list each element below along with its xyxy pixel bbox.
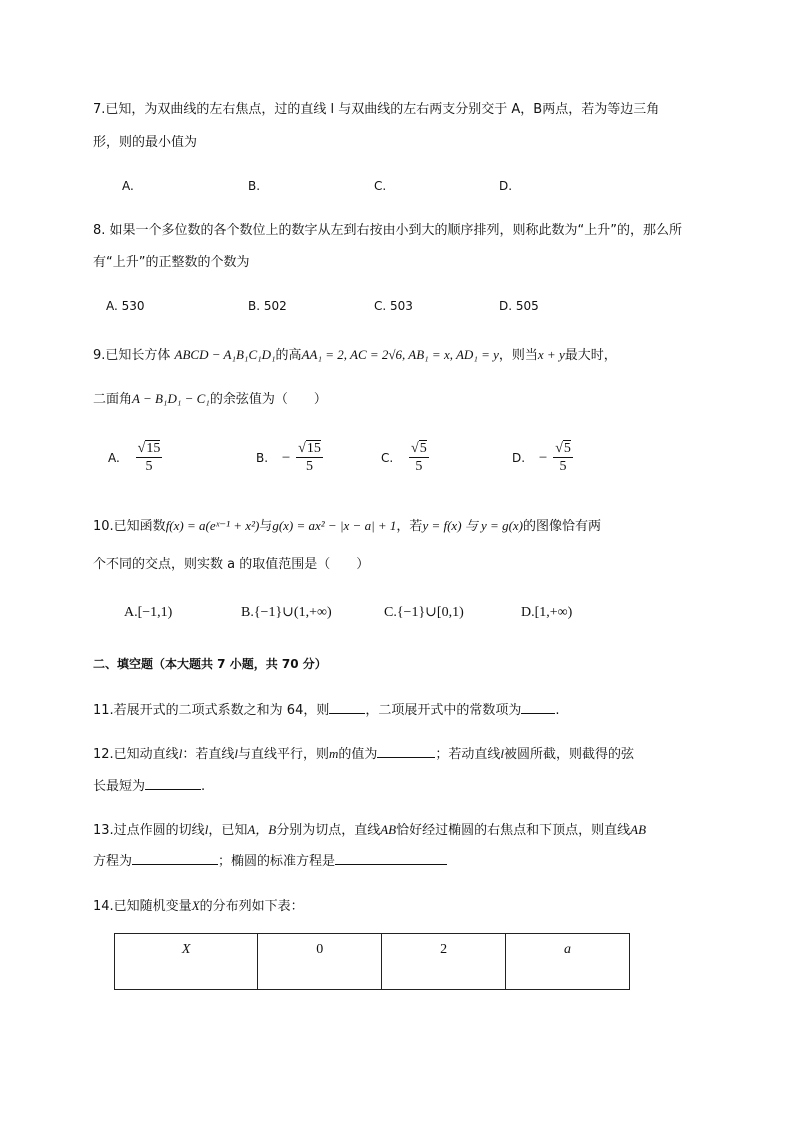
- q9-option-a-radicand: 15: [146, 441, 161, 456]
- q11-text-b: ，二项展开式中的常数项为: [365, 703, 522, 718]
- table-cell-X: X: [115, 934, 258, 990]
- q12-m: m: [328, 746, 339, 761]
- q9-option-d-label: D.: [512, 450, 526, 465]
- q9-option-d-radicand: 5: [563, 441, 571, 456]
- q10-f-definition: f(x) = a(eˣ⁻¹ + x²): [165, 518, 260, 533]
- q11-text-a: 11.若展开式的二项式系数之和为 64，则: [93, 703, 330, 718]
- q8-line1: 8. 如果一个多位数的各个数位上的数字从左到右按由小到大的顺序排列，则称此数为“上升”的，那么所: [93, 223, 683, 238]
- q13-text-d: 恰好经过椭圆的右焦点和下顶点，则直线: [396, 823, 631, 838]
- q9-option-d-sign: −: [538, 449, 548, 466]
- q12-text-a: 12.已知动直线: [93, 747, 179, 762]
- q11-blank-1[interactable]: [329, 699, 365, 714]
- q7-option-b: B.: [248, 179, 261, 193]
- q14-text-a: 14.已知随机变量: [93, 899, 192, 914]
- q9-line2-end: 的余弦值为（ ）: [209, 392, 327, 407]
- q12-l-2: l: [234, 746, 238, 761]
- table-cell-2: 2: [382, 934, 506, 990]
- q9-option-b: [256, 440, 323, 475]
- q9-line2-prefix: 二面角: [93, 392, 133, 407]
- q10-prefix: 10.已知函数: [93, 519, 166, 534]
- q10-g-definition: g(x) = ax² − |x − a| + 1: [272, 518, 397, 533]
- q10-line1: [93, 516, 601, 537]
- q9-option-a: [108, 440, 162, 475]
- q14-line: [93, 896, 304, 917]
- q12-text-d: 的值为: [338, 747, 378, 762]
- q10-option-c: C.{−1}∪[0,1): [384, 605, 464, 620]
- table-cell-0: 0: [258, 934, 382, 990]
- q9-option-b-label: B.: [256, 450, 269, 465]
- q12-line1: [93, 743, 634, 765]
- q9-option-b-den: 5: [296, 457, 323, 475]
- q7-line1: 7.已知，为双曲线的左右焦点，过的直线 l 与双曲线的左右两支分别交于 A，B两点，若为等边三角: [93, 102, 660, 117]
- q7-option-a: A.: [122, 179, 134, 193]
- q9-option-a-fraction: $\frac{√15}{5}$: [137, 441, 161, 474]
- q9-end: 最大时，: [564, 348, 617, 363]
- q9-option-b-sign: −: [281, 449, 291, 466]
- q12-text-e: ；若动直线: [435, 747, 501, 762]
- q12-l-3: l: [500, 746, 505, 761]
- q12-text-b: ：若直线: [182, 747, 235, 762]
- q7-line2: 形，则的最小值为: [93, 135, 198, 150]
- q13-text-c: 分别为切点，直线: [276, 823, 381, 838]
- q9-solid: ABCD − A₁B₁C₁D₁: [174, 347, 276, 362]
- q12-line2-end: .: [201, 779, 206, 794]
- q9-line2: [93, 389, 327, 410]
- table-cell-a: a: [506, 934, 630, 990]
- q9-option-a-label: A.: [108, 450, 120, 465]
- q10-graphs: y = f(x) 与 y = g(x): [422, 518, 523, 533]
- q8-option-a: A. 530: [106, 299, 145, 313]
- q9-option-c-radicand: 5: [419, 441, 427, 456]
- q10-mid: ，若: [396, 519, 423, 534]
- q9-option-b-radicand: 15: [306, 441, 321, 456]
- q13-line2-b: ；椭圆的标准方程是: [218, 854, 336, 869]
- q13-points: A，B: [247, 822, 277, 837]
- q7-option-d: D.: [499, 179, 513, 193]
- q10-and: 与: [259, 519, 273, 534]
- q10-option-d: D.[1,+∞): [521, 605, 573, 620]
- q13-text-a: 13.过点作圆的切线: [93, 823, 205, 838]
- q9-option-d: [512, 440, 573, 475]
- q14-X: X: [191, 898, 200, 913]
- q13-line2-a: 方程为: [93, 854, 133, 869]
- q8-option-c: C. 503: [374, 299, 413, 313]
- q12-text-f: 被圆所截，则截得的弦: [504, 747, 635, 762]
- q9-mid: 的高: [275, 348, 302, 363]
- q9-option-c: [381, 440, 429, 475]
- q10-line2: 个不同的交点，则实数 a 的取值范围是（ ）: [93, 557, 370, 572]
- q9-option-d-den: 5: [553, 457, 573, 475]
- q12-blank-1[interactable]: [377, 743, 435, 758]
- q11-blank-2[interactable]: [521, 699, 555, 714]
- q13-blank-1[interactable]: [132, 850, 218, 865]
- q9-option-d-fraction: $\frac{√5}{5}$: [555, 441, 571, 474]
- q13-text-b: ，已知: [208, 823, 248, 838]
- q8-option-b: B. 502: [248, 299, 287, 313]
- q14-text-b: 的分布列如下表：: [199, 899, 304, 914]
- q10-option-a: A.[−1,1): [124, 605, 173, 620]
- q9-option-b-fraction: $\frac{√15}{5}$: [298, 441, 321, 474]
- q9-option-c-den: 5: [409, 457, 429, 475]
- q9-option-c-label: C.: [381, 450, 394, 465]
- q10-end: 的图像恰有两: [523, 519, 602, 534]
- q13-blank-2[interactable]: [335, 850, 447, 865]
- q12-line2-text: 长最短为: [93, 779, 146, 794]
- q12-l-1: l: [178, 746, 183, 761]
- q9-when: ，则当: [498, 348, 538, 363]
- q12-text-c: 与直线平行，则: [237, 747, 329, 762]
- q13-ab-2: AB: [630, 822, 647, 837]
- q7-option-c: C.: [374, 179, 387, 193]
- q9-option-c-fraction: $\frac{√5}{5}$: [411, 441, 427, 474]
- table-row: [115, 934, 630, 990]
- q12-line2: [93, 775, 205, 797]
- q13-ab-1: AB: [380, 822, 397, 837]
- q9-prefix: 9.已知长方体: [93, 348, 171, 363]
- q8-option-d: D. 505: [499, 299, 539, 313]
- q9-option-a-den: 5: [136, 457, 163, 475]
- q9-line1: [93, 345, 617, 366]
- q9-dihedral-angle: A − B₁D₁ − C₁: [132, 391, 210, 406]
- q11-line: [93, 699, 560, 721]
- q13-line1: [93, 820, 646, 841]
- q13-line2: [93, 850, 447, 872]
- q13-l: l: [204, 822, 209, 837]
- q11-text-c: .: [555, 703, 560, 718]
- q8-line2: 有“上升”的正整数的个数为: [93, 255, 250, 270]
- q9-conditions: AA₁ = 2, AC = 2√6, AB₁ = x, AD₁ = y: [301, 347, 499, 362]
- q10-option-b: B.{−1}∪(1,+∞): [241, 605, 332, 620]
- q12-blank-2[interactable]: [145, 775, 201, 790]
- distribution-table: [114, 933, 630, 990]
- section-2-heading: 二、填空题（本大题共 7 小题，共 70 分）: [93, 657, 327, 671]
- q9-sum-expr: x + y: [537, 347, 565, 362]
